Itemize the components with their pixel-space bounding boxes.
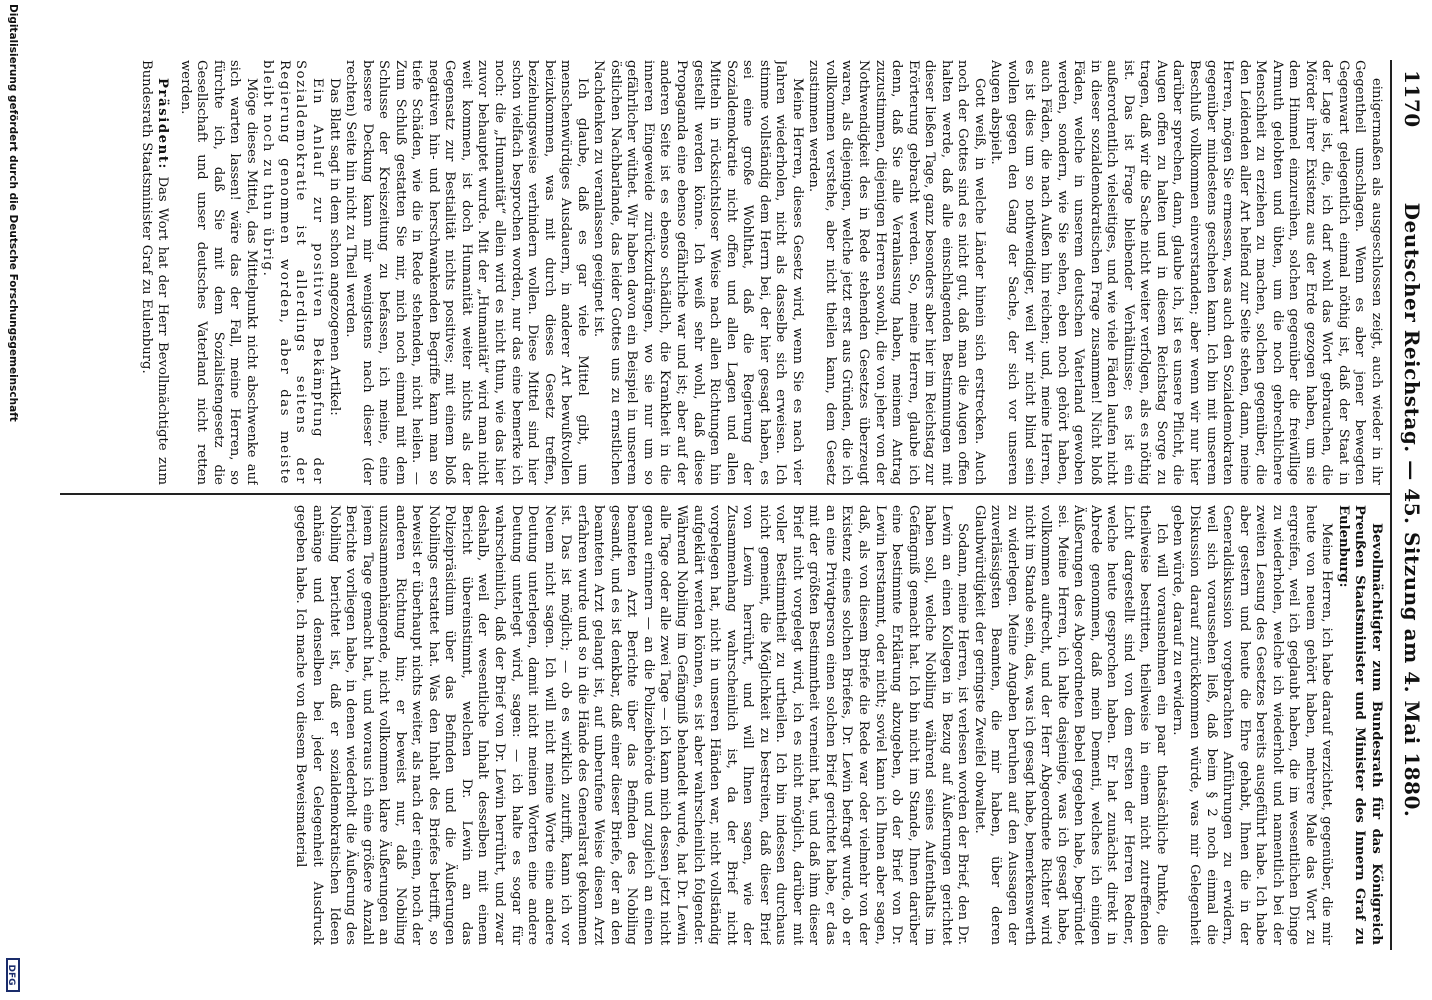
page-title: Deutscher Reichstag. — 45. Sitzung am 4. Mai 1880. xyxy=(1400,202,1424,818)
left-quote: Ein Anlauf zur positiven Bekämpfung der Sozialdemokratie ist allerdings seitens der Regierung genommen worden, aber das meiste bleibt noch zu thun übrig. xyxy=(260,60,325,485)
right-paragraph-3: Sodann, meine Herren, ist verlesen worden der Brief, den Dr. Lewin an einen Kollegen in Bezug auf Äußerungen gerichtet haben soll, welche Nobiling während seines Aufenthalts im Gefängniß gemacht hat. Ich bin nicht im Stande, Ihnen darüber eine bestimmte Erklärung abzugeben, ob der Brief von Dr. Lewin herstammt, oder nicht; soviel kann ich Ihnen aber sagen, daß, als von diesem Briefe die Rede war oder vielmehr von der Existenz eines solchen Briefes, Dr. Lewin befragt wurde, ob er an eine Privatperson einen solchen Brief gerichtet habe, er das mit der größten Bestimmtheit verneint hat, und daß ihm dieser Brief nicht vorgelegt wird, ich es nicht möglich, darüber mit voller Bestimmtheit zu urtheilen. Ich bin indessen durchaus nicht gemeint, die Möglichkeit zu bestreiten, daß dieser Brief von Lewin herrührt, und will Ihnen sagen, wie der Zusammenhang wahrscheinlich ist, da der Brief nicht vorgelegen hat, nicht in unseren Händen war, nicht vollständig aufgeklärt werden können, es ist aber wahrscheinlich folgender. Während Nobiling im Gefängniß behandelt wurde, hat Dr. Lewin alle Tage oder alle zwei Tage — ich kann mich dessen jetzt nicht genau erinnern — an die Polizeibehörde und zugleich an einen beamteten Arzt Berichte über das Befinden des Nobiling gesandt, und es ist denkbar, daß einer dieser Briefe, der an den beamteten Arzt gelangt ist, auf unberufene Weise diesen Arzt erfahren wurde und so in die Hände des Generalsrat gekommen ist. Das ist möglich; — ob es wirklich zutrifft, kann ich vor Neuem nicht sagen. Ich will nicht meine Worte eine andere Deutung unterlegen, damit nicht meinen Worten eine andere Deutung unterlegt wird, sagen: — ich halte es sogar für wahrscheinlich, daß der Brief von Dr. Lewin herrührt, und zwar deshalb, weil der wesentliche Inhalt desselben mit einem Bericht übereinstimmt, welchen Dr. Lewin an das Polizeipräsidium über das Befinden und die Äußerungen Nobilings erstattet hat. Was den Inhalt des Briefes betrifft, so beweist er überhaupt nichts weiter, als nach der einen, noch der anderen Richtung hin; er beweist nur, daß Nobiling unzusammenhängende, nicht vollkommen klare Äußerungen an jenem Tage gemacht hat, und woraus ich eine größere Anzahl Berichte vorliegen habe, in denen wiederholt die Äußerung des Nobiling berichtet ist, daß er sozialdemokratischen Ideen anhänge und denselben bei jeder Gelegenheit Ausdruck gegeben habe. Ich mache von diesem Beweismaterial xyxy=(293,505,971,945)
page-number: 1170 xyxy=(1400,70,1424,128)
left-column xyxy=(79,60,1384,485)
dfg-logo: DFG xyxy=(6,958,20,992)
left-closing: Möge dieses Mittel, das Mittelpunkt nicht abschwenke auf sich warten lassen! wäre das der Fall, meine Herren, so fürchte ich, daß Sie mit dem Sozialistengesetz die Gesellschaft und unser deutsches Vaterland nicht retten werden. xyxy=(177,60,259,485)
left-paragraph-5: Das Blatt sagt in dem schon angezogenen Artikel: xyxy=(326,78,342,416)
header-rule xyxy=(1390,60,1392,950)
president-label: Präsident: xyxy=(155,78,171,171)
left-paragraph-3: Meine Herren, dieses Gesetz wird, wenn Sie es nach vier Jahren wiederholen, nicht als dasselbe sich erweisen. Ich stimme vollständig dem Herrn bei, der hier gesagt haben, es sei eine große Wohlthat, daß die Regierung der Sozialdemokratie nicht offen und allen Lagen und allen Mitteln in rücksichtsloser Weise nach allen Richtungen hin gestellt werden könne. Ich weiß sehr wohl, daß diese Propaganda eine ebenso gefährliche war und ist; aber auf der anderen Seite ist es ebenso schädlich, die Krankheit in die inneren Eingeweide zurückzudrängen, wo sie nur um so gefährlicher wüthet. Wir haben davon ein Beispiel in unserem östlichen Nachbarlande, das leider Gottes uns zu ernstlichen Nachdenken zu veranlassen geeignet ist. xyxy=(591,60,805,485)
president-text: Das Wort hat der Herr Bevollmächtigte zum Bundesrath Staatsminister Graf zu Eulenburg. xyxy=(138,60,171,485)
right-paragraph-2: Ich will vorausnehmen ein paar thatsächliche Punkte, die theilweise bestritten, theilweise in einem nicht zutreffenden Licht dargestellt sind von dem ersten der Herren Redner, welche heute gesprochen haben. Er hat zunächst direkt in Abrede genommen, daß mein Dementi, welches ich einigen Äußerungen des Abgeordneten Bebel gegeben habe, begründet sei. Meine Herren, ich halte dasjenige, was ich gesagt habe, vollkommen aufrecht, und der Herr Abgeordnete Richter wird nicht im Stande sein, das, was ich gesagt habe, bemerkenswerth zu widerlegen. Meine Angaben beruhen auf den Aussagen der zuverlässigsten Beamten, die mir haben, über deren Glaubwürdigkeit der geringste Zweifel obwaltet. xyxy=(971,505,1169,945)
left-paragraph-2: Gott weiß, in welche Länder hinein sich erstrecken. Auch noch der Gottes sind es nicht gut, daß man die Augen offen halten werde, daß alle einschlagenden Bestimmungen mit dieser ließen Tage, ganz besonders aber hier im Reichstag zur Erörterung gebracht werden. So, meine Herren, glaube ich denn, daß Sie alle Veranlassung haben, meinem Antrag zuzustimmen, diejenigen Herren sowohl, die von jeher von der Nothwendigkeit des in Rede stehenden Gesetzes überzeugt waren, als diejenigen, welche jetzt erst aus Gründen, die ich vollkommen verstehe, aber nicht theilen kann, dem Gesetz zustimmen werden. xyxy=(806,60,987,485)
page-footer xyxy=(4,4,20,996)
funding-note: Digitalisierung gefördert durch die Deutsche Forschungsgemeinschaft xyxy=(7,4,19,422)
left-paragraph-4: Ich glaube, daß es gar viele Mittel gibt, um menschenwürdiges Ausdauern, in anderer Art bewußtvollen beizukommen, was mit durch dieses Gesetz treffen, beziehungsweise verhindern wollen. Diese Mittel sind hier schon vielfach besprochen worden, nur das eine bemerke ich noch: die „Humanität“ allein wird es nicht thun, wie das hier zuvor behauptet wurde. Mit der „Humanität“ wird man nicht weit kommen, ist doch Humanität weiter nichts als der Gegensatz zur Bestialität nichts positives; mit einem bloß negativen hin- und herschwankenden Begriffe kann man so tiefe Schäden, wie die in Rede stehenden, nicht heilen. — Zum Schluß gestatten Sie mir, mich noch einmal mit dem Schlusse der Kreiszeitung zu befassen, ich meine, eine bessere Deckung kann mir wenigstens nach dieser (der rechten) Seite hin nicht zu Theil werden. xyxy=(343,60,590,485)
column-divider xyxy=(60,493,1390,495)
left-paragraph-1: einigermaßen als ausgeschlossen zeigt, auch wieder in ihr Gegentheil umschlagen. Wenn es aber jener bewegten Gegenwart gelegentlich einmal nöthig ist, daß der Staat in der Lage ist, die, ich darf wohl das Wort gebrauchen, die Mörder ihrer Existenz aus der Erde gezogen haben, um sie dem Himmel einzureihen, solchen gegenüber die freiwillige Armuth gelobten und übten, um die noch gebrechlichere Menschheit zu erziehen zu machen, solchen gegenüber, die den Leidenden aller Art helfend zur Seite stehen, dann, meine Herren, mögen Sie ermessen, was auch den Sozialdemokraten gegenüber mindestens geschehen kann. Ich bin mit unserem Beschluß vollkommen einverstanden; aber wenn wir nur hier darüber sprechen, dann, glaube ich, ist es unsere Pflicht, die Augen offen zu halten und in diesem Reichstag Sorge zu tragen, daß wir die Sache nicht weiter verfolgen, als es nöthig ist. Das ist Frage bleibender Verhältnisse; es ist ein außerordentlich vielseitiges, und wie viele Fäden laufen nicht in dieser sozialdemokratischen Frage zusammen! Nicht bloß Fäden, welche in unserem deutschen Vaterland gewoben werden, sondern, wie Sie sehen, eben noch gehört haben, auch Fäden, die nach Außen hin reichen; und, meine Herren, es ist dies um so nothwendiger, weil wir nicht blind sein wollen gegen den Gang der Sache, der sich vor unseren Augen abspielt. xyxy=(988,60,1384,485)
right-paragraph-1: Meine Herren, ich habe darauf verzichtet, gegenüber, die mir heute von neuem gehört haben, mehrere Male das Wort zu ergreifen, weil ich geglaubt haben, die im wesentlichen Dinge zu wiederholen, welche ich wiederholt und namentlich bei der zweiten Lesung des Gesetzes bereits ausgeführt habe. Ich habe aber gestern und heute die Ehre gehabt, Ihnen die in der Generaldiskussion vorgebrachten Anführungen zu erwidern, weil sich voraussehen ließ, daß beim § 2 noch einmal die Diskussion darauf zurückkommen würde, was mir Gelegenheit geben würde, darauf zu erwidern. xyxy=(1170,505,1335,945)
page-header xyxy=(1392,70,1426,950)
speaker-intro: Bevollmächtigter zum Bundesrath für das Königreich Preußen Staatsminister und Minister des Innern Graf zu Eulenburg: xyxy=(1335,505,1384,945)
right-column xyxy=(79,505,1384,945)
